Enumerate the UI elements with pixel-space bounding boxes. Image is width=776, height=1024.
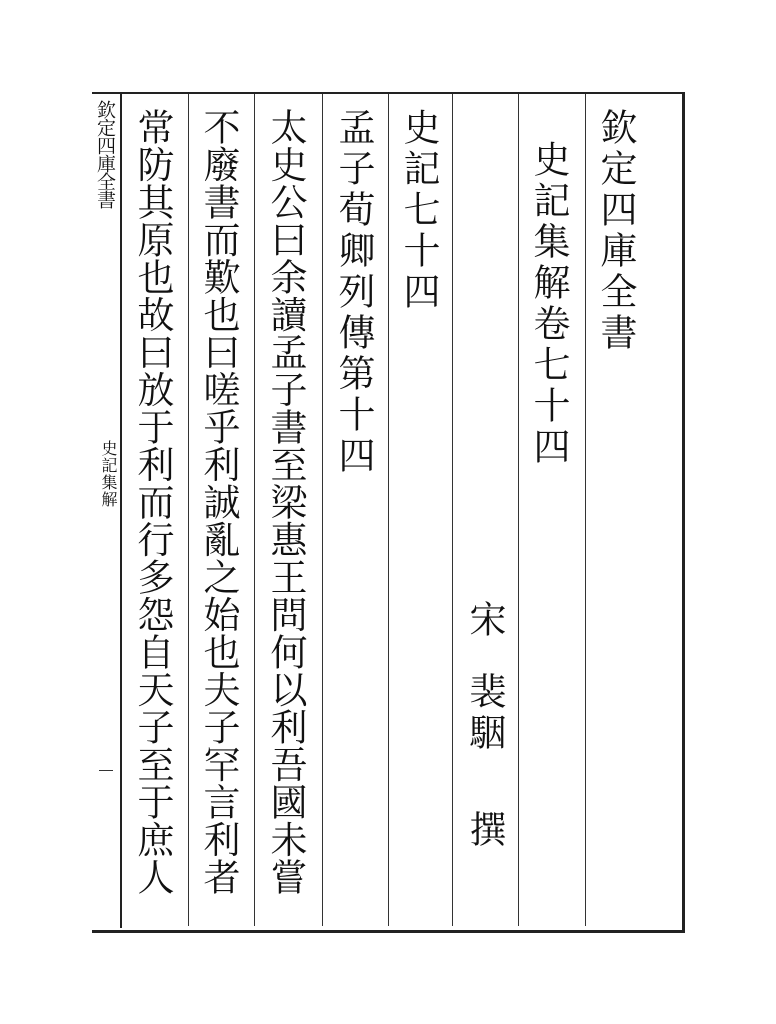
- column-rule: [452, 94, 453, 926]
- column-rule: [388, 94, 389, 926]
- margin-header: 欽定四庫全書: [94, 100, 116, 208]
- dynasty: 宋: [463, 600, 506, 641]
- frame-left-rule: [120, 92, 122, 928]
- column-rule: [188, 94, 189, 926]
- library-title: 欽定四庫全書: [594, 108, 637, 354]
- margin-strip: [95, 100, 119, 920]
- text-line-2: 不廢書而歎也曰嗟乎利誠亂之始也夫子罕言利者: [197, 108, 240, 896]
- text-line-3: 常防其原也故曰放于利而行多怨自天子至于庶人: [131, 108, 174, 896]
- margin-page-mark: [99, 770, 113, 771]
- chapter-reference: 史記七十四: [397, 108, 440, 313]
- author-role: 撰: [463, 810, 506, 851]
- column-rule: [585, 94, 586, 926]
- column-rule: [254, 94, 255, 926]
- author-name: 裴駰: [463, 672, 506, 754]
- margin-section-label: 史記集解: [99, 440, 118, 508]
- chapter-title: 孟子荀卿列傳第十四: [332, 108, 375, 477]
- text-line-1: 太史公曰余讀孟子書至梁惠王問何以利吾國未嘗: [264, 108, 307, 896]
- column-rule: [518, 94, 519, 926]
- book-title: 史記集解卷七十四: [527, 140, 570, 468]
- column-rule: [322, 94, 323, 926]
